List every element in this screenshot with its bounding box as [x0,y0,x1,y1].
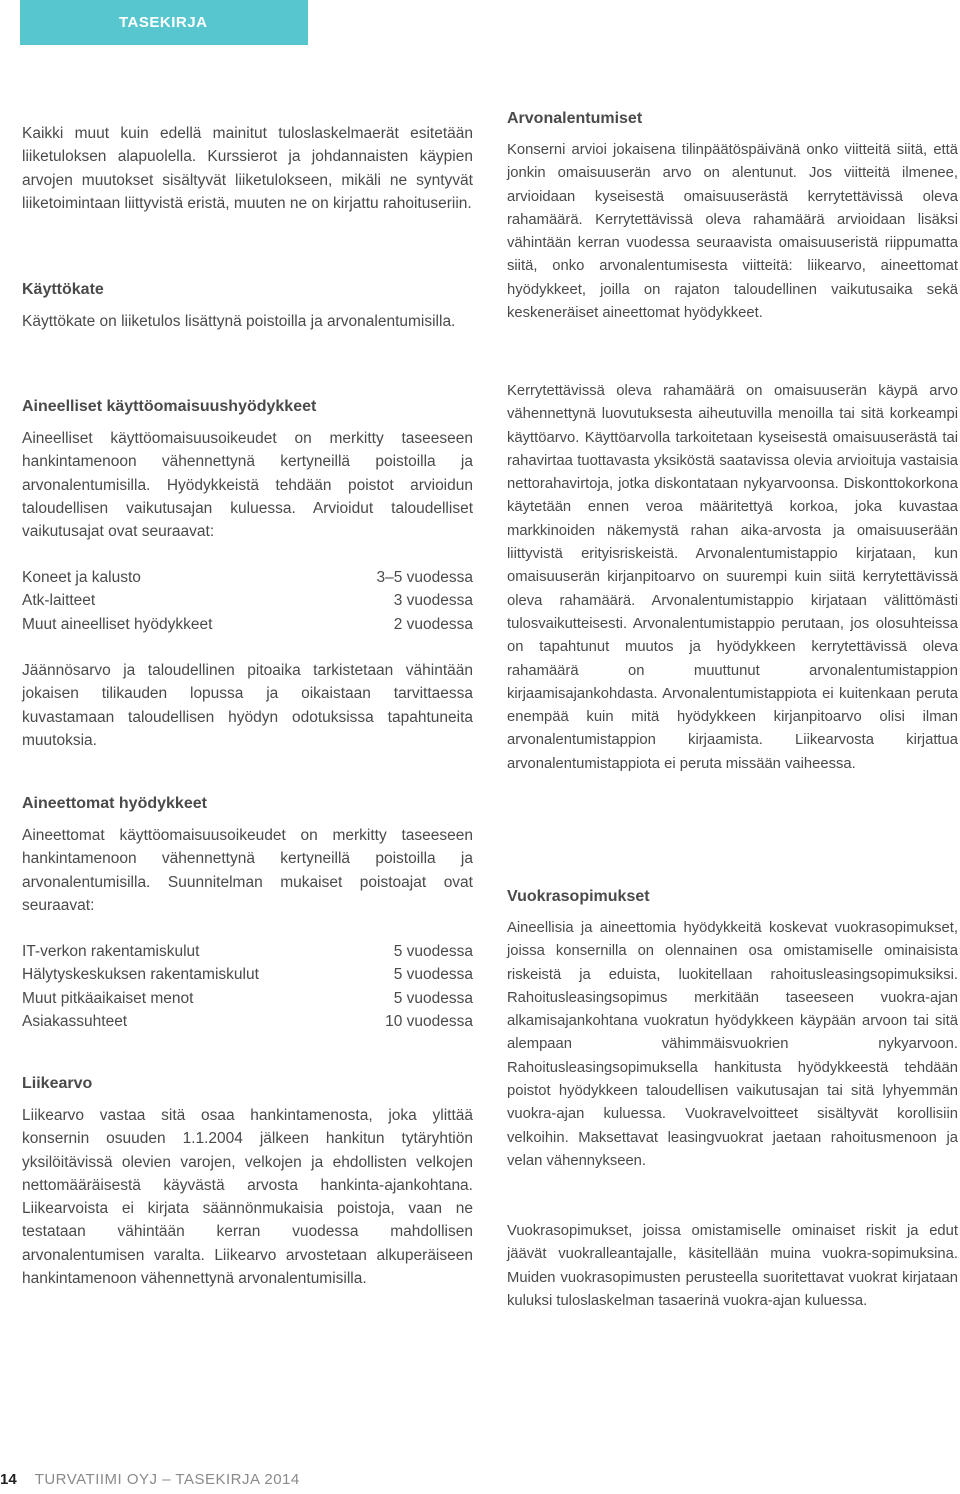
aineelliset-section [22,395,473,543]
arvonalentumiset-paragraph: Konserni arvioi jokaisena tilinpäätöspäivänä onko viitteitä siitä, että jonkin omaisuuserän arvo on alentunut. Jos viitteitä ilmenee, arvioidaan kyseisestä omaisuuserästä kerrytettävissä oleva rahamäärä. Kerrytettävissä oleva rahamäärä arvioidaan lisäksi vähintään kerran vuodessa seuraavista omaisuuseristä riippumatta siitä, onko arvonalentumisesta viitteitä: liikearvo, aineettomat hyödykkeet, joilla on rajaton taloudellinen vaikutusaika sekä keskeneräiset aineettomat hyödykkeet. [507,142,958,322]
liikearvo-paragraph: Liikearvo vastaa sitä osaa hankintamenosta, joka ylittää konsernin osuuden 1.1.2004 jälkeen hankitun tytäryhtiön yksilöitävissä olevien varojen, velkojen ja ehdollisten velkojen nettomääräisestä käyvästä arvosta hankinta-ajankohtana. Liikearvoista ei kirjata säännönmukaisia poistoja, vaan ne testataan vähintään kerran vuodessa mahdollisen arvonalentumisen varalta. Liikearvo arvostetaan alkuperäiseen hankintamenoon vähennettynä arvonalentumisilla. [22,1107,473,1288]
intro-paragraph: Kaikki muut kuin edellä mainitut tuloslaskelmaerät esitetään liiketuloksen alapuolella. Kurssierot ja johdannaisten käypien arvojen muutokset sisältyvät liiketulokseen, mikäli ne syntyvät liiketoimintaan liittyvistä eristä, muuten ne on kirjattu rahoituseriin. [22,125,473,212]
list-item: Atk-laitteet 3 vuodessa [22,592,473,610]
aineettomat-heading: Aineettomat hyödykkeet [22,795,207,812]
list-item: Muut aineelliset hyödykkeet 2 vuodessa [22,615,473,633]
vuokrasopimukset-section [507,885,958,1173]
list-item: IT-verkon rakentamiskulut 5 vuodessa [22,943,473,960]
aineelliset-paragraph: Aineelliset käyttöomaisuusoikeudet on merkitty taseeseen hankintamenoon vähennettynä kertyneillä poistoilla ja arvonalentumisilla. Hyödykkeistä tehdään poistot arvioidun taloudellisen vaikutusajan kuluessa. Arvioidut taloudelliset vaikutusajat ovat seuraavat: [22,430,473,541]
aineelliset-heading: Aineelliset käyttöomaisuushyödykkeet [22,398,317,415]
list-item: Asiakassuhteet 10 vuodessa [22,1012,473,1030]
list-item: Muut pitkäaikaiset menot 5 vuodessa [22,989,473,1007]
section-tab: TASEKIRJA [20,0,308,45]
kayttokate-heading: Käyttökate [22,281,104,298]
kerrytettavissa-paragraph: Kerrytettävissä oleva rahamäärä on omaisuuserän käypä arvo vähennettynä luovutuksesta aiheutuvilla menoilla tai sitä korkeampi käyttöarvo. Käyttöarvolla tarkoitetaan kyseisestä omaisuuserästä tai rahavirtaa tuottavasta yksiköstä saatavissa olevia arvioituja vastaisia nettorahavirtoja, jotka diskontataan nykyarvoonsa. Diskonttokorkona käytetään ennen veroa määritettyä korkoa, joka kuvastaa markkinoiden näkemystä rahan aika-arvosta ja omaisuuserään liittyvistä erityisriskeistä. Arvonalentumistappio kirjataan, kun omaisuuserän kirjanpitoarvo on suurempi kuin siitä kerrytettävissä oleva rahamäärä. Arvonalentumistappio kirjataan välittömästi tulosvaikutteisesti. Arvonalentumistappio perutaan, jos olosuhteissa on tapahtunut muutos ja hyödykkeen kerrytettävissä oleva rahamäärä on muuttunut arvonalentumistappion kirjaamisajankohdasta. Arvonalentumistappiota ei kuitenkaan peruta enempää kuin mitä hyödykkeen kirjanpitoarvo olisi ilman arvonalentumistappion kirjaamista. Liikearvosta kirjattua arvonalentumistappiota ei peruta missään vaiheessa. [507,383,958,772]
list-item: Koneet ja kalusto 3–5 vuodessa [22,569,473,586]
intro-block [22,122,473,215]
footer-text: TURVATIIMI OYJ – TASEKIRJA 2014 [34,1471,300,1488]
arvonalentumiset-heading: Arvonalentumiset [507,110,643,127]
aineelliset-depreciation-list [22,566,473,636]
muut-vuokrasopimukset-block [507,1220,958,1313]
liikearvo-heading: Liikearvo [22,1075,93,1092]
aineettomat-paragraph: Aineettomat käyttöomaisuusoikeudet on merkitty taseeseen hankintamenoon vähennettynä kertyneillä poistoilla ja arvonalentumisilla. Suunnitelman mukaiset poistoajat ovat seuraavat: [22,827,473,914]
residual-value-paragraph: Jäännösarvo ja taloudellinen pitoaika tarkistetaan vähintään jokaisen tilikauden lopussa ja oikaistaan tarvittaessa kuvastamaan taloudellisen hyödyn odotuksissa tapahtuneita muutoksia. [22,662,473,749]
page-footer [0,1469,300,1491]
vuokrasopimukset-paragraph: Aineellisia ja aineettomia hyödykkeitä koskevat vuokrasopimukset, joissa konsernilla on olennainen osa omistamiselle ominaisista riskeistä ja eduista, luokitellaan rahoitusleasingsopimuksiksi. Rahoitusleasingsopimus merkitään taseeseen vuokra-ajan alkamisajankohtana vuokratun hyödykkeen käypään arvoon tai sitä alempaan vähimmäisvuokrien nykyarvoon. Rahoitusleasingsopimuksella hankitusta hyödykkeestä tehdään poistot hyödykkeen taloudellisen vaikutusajan tai sitä lyhyemmän vuokra-ajan kuluessa. Vuokravelvoitteet sisältyvät korollisiin velkoihin. Maksettavat leasingvuokrat jaetaan rahoitusmenoon ja velan vähennykseen. [507,920,958,1169]
kayttokate-paragraph: Käyttökate on liiketulos lisättynä poistoilla ja arvonalentumisilla. [22,313,456,330]
kayttokate-section [22,278,473,333]
aineettomat-section [22,792,473,917]
muut-vuokrasopimukset-paragraph: Vuokrasopimukset, joissa omistamiselle ominaiset riskit ja edut jäävät vuokralleantajalle, käsitellään muina vuokra-sopimuksina. Muiden vuokrasopimusten perusteella suoritettavat vuokrat kirjataan kuluksi tuloslaskelman tasaerinä vuokra-ajan kuluessa. [507,1223,958,1309]
aineettomat-depreciation-list [22,940,473,1033]
page-number: 14 [0,1471,17,1488]
arvonalentumiset-section [507,107,958,325]
liikearvo-section [22,1072,473,1290]
kerrytettavissa-block [507,380,958,776]
residual-value-block [22,659,473,752]
list-item: Hälytyskeskuksen rakentamiskulut 5 vuodessa [22,966,473,984]
vuokrasopimukset-heading: Vuokrasopimukset [507,888,650,905]
